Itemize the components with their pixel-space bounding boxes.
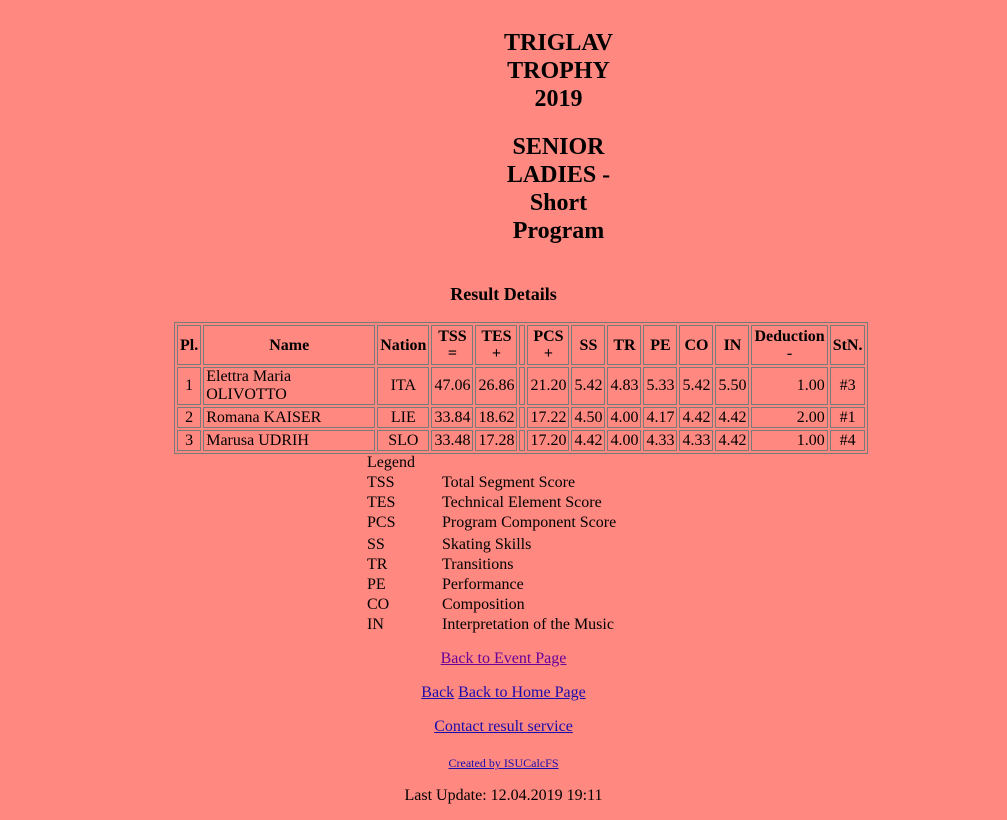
cell-tss: 47.06 [431, 367, 473, 405]
cell-co: 4.42 [679, 407, 713, 428]
cell-name: Marusa UDRIH [203, 430, 375, 451]
created-by-isucalcfs-link[interactable]: Created by ISUCalcFS [448, 756, 559, 770]
cell-tr: 4.83 [607, 367, 641, 405]
header-spacer [519, 325, 525, 365]
cell-place: 1 [177, 367, 201, 405]
category-title-line: Short [529, 190, 588, 216]
table-row [177, 430, 865, 451]
event-title [0, 29, 1007, 113]
back-to-home-page-link[interactable]: Back to Home Page [458, 684, 586, 701]
legend-abbr: CO [367, 596, 390, 613]
cell-tss: 33.48 [431, 430, 473, 451]
header-pcs: PCS + [527, 325, 569, 365]
legend-abbr: IN [367, 616, 384, 633]
result-details-heading: Result Details [450, 284, 557, 304]
cell-deduction: 2.00 [751, 407, 827, 428]
cell-tes: 26.86 [475, 367, 517, 405]
legend-heading: Legend [367, 454, 415, 471]
cell-nation: LIE [377, 407, 429, 428]
event-title-line: TRIGLAV [504, 30, 613, 56]
cell-in: 4.42 [715, 407, 749, 428]
cell-pcs: 17.20 [527, 430, 569, 451]
cell-pcs: 17.22 [527, 407, 569, 428]
legend-text: Program Component Score [442, 514, 617, 531]
legend-text: Interpretation of the Music [442, 616, 614, 633]
cell-nation: SLO [377, 430, 429, 451]
cell-tes: 18.62 [475, 407, 517, 428]
event-title-line: TROPHY [507, 58, 610, 84]
cell-ss: 5.42 [571, 367, 605, 405]
legend-item [367, 595, 616, 615]
category-title-line: SENIOR [512, 134, 605, 160]
contact-result-service-link[interactable]: Contact result service [434, 718, 573, 735]
legend-abbr: TSS [367, 474, 395, 491]
category-title-line: Program [512, 218, 605, 244]
cell-start-number: #1 [830, 407, 866, 428]
cell-tr: 4.00 [607, 430, 641, 451]
cell-pcs: 21.20 [527, 367, 569, 405]
legend [367, 453, 616, 635]
cell-place: 3 [177, 430, 201, 451]
category-title [0, 133, 1007, 245]
legend-item [367, 493, 616, 513]
cell-ss: 4.50 [571, 407, 605, 428]
legend-abbr: SS [367, 536, 385, 553]
legend-abbr: PE [367, 576, 386, 593]
header-tes: TES + [475, 325, 517, 365]
navigation-links [0, 684, 1007, 702]
cell-ss: 4.42 [571, 430, 605, 451]
back-to-event-page-link[interactable]: Back to Event Page [440, 650, 567, 667]
cell-name: Elettra Maria OLIVOTTO [203, 367, 375, 405]
event-page-link-container [0, 650, 1007, 668]
cell-in: 4.42 [715, 430, 749, 451]
cell-spacer [519, 430, 525, 451]
back-link[interactable]: Back [421, 684, 455, 701]
cell-name: Romana KAISER [203, 407, 375, 428]
header-co: CO [679, 325, 713, 365]
legend-item [367, 535, 616, 555]
cell-pe: 4.33 [643, 430, 677, 451]
table-header-row [177, 325, 865, 365]
cell-start-number: #3 [830, 367, 866, 405]
cell-tr: 4.00 [607, 407, 641, 428]
legend-item [367, 555, 616, 575]
legend-abbr: PCS [367, 514, 396, 531]
cell-tss: 33.84 [431, 407, 473, 428]
legend-text: Performance [442, 576, 524, 593]
header-pe: PE [643, 325, 677, 365]
event-title-line: 2019 [534, 86, 583, 112]
header-nation: Nation [377, 325, 429, 365]
legend-text: Transitions [442, 556, 514, 573]
header-name: Name [203, 325, 375, 365]
header-deduction: Deduction - [751, 325, 827, 365]
cell-deduction: 1.00 [751, 367, 827, 405]
created-by-container [0, 756, 1007, 771]
legend-abbr: TES [367, 494, 396, 511]
legend-text: Technical Element Score [442, 494, 602, 511]
cell-pe: 4.17 [643, 407, 677, 428]
header-in: IN [715, 325, 749, 365]
last-update: Last Update: 12.04.2019 19:11 [404, 787, 603, 804]
category-title-line: LADIES - [506, 162, 611, 188]
cell-nation: ITA [377, 367, 429, 405]
header-tss: TSS = [431, 325, 473, 365]
cell-start-number: #4 [830, 430, 866, 451]
results-table [174, 322, 868, 454]
header-ss: SS [571, 325, 605, 365]
cell-deduction: 1.00 [751, 430, 827, 451]
contact-link-container [0, 718, 1007, 736]
cell-tes: 17.28 [475, 430, 517, 451]
legend-item [367, 473, 616, 493]
header-tr: TR [607, 325, 641, 365]
legend-item [367, 615, 616, 635]
cell-co: 4.33 [679, 430, 713, 451]
cell-place: 2 [177, 407, 201, 428]
cell-spacer [519, 407, 525, 428]
legend-item [367, 575, 616, 595]
cell-spacer [519, 367, 525, 405]
cell-co: 5.42 [679, 367, 713, 405]
legend-text: Total Segment Score [442, 474, 576, 491]
table-row [177, 367, 865, 405]
legend-item [367, 513, 616, 533]
legend-abbr: TR [367, 556, 388, 573]
cell-in: 5.50 [715, 367, 749, 405]
cell-pe: 5.33 [643, 367, 677, 405]
legend-text: Skating Skills [442, 536, 532, 553]
legend-text: Composition [442, 596, 525, 613]
header-start-number: StN. [830, 325, 866, 365]
table-row [177, 407, 865, 428]
header-place: Pl. [177, 325, 201, 365]
